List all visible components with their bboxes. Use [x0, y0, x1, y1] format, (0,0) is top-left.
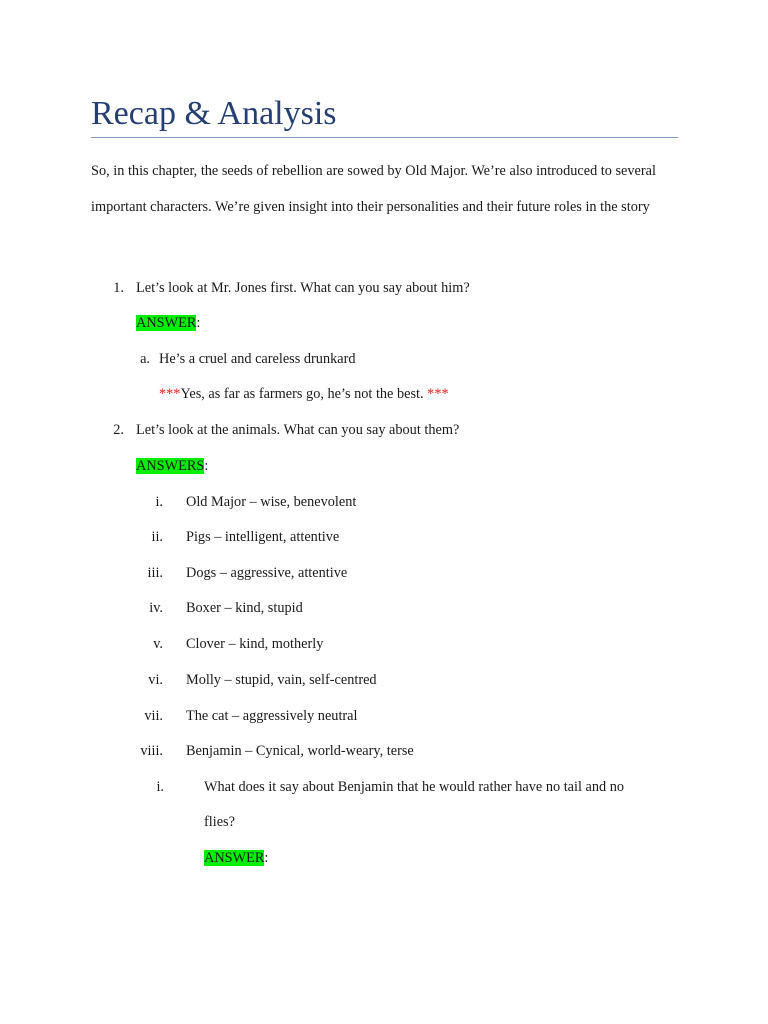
list-item-marker: v. — [153, 636, 163, 652]
list-item-text: Clover – kind, motherly — [186, 636, 324, 652]
sub-question-answer-label: ANSWER — [204, 850, 265, 866]
note-text: Yes, as far as farmers go, he’s not the best. — [180, 386, 428, 402]
list-item-text: Old Major – wise, benevolent — [186, 494, 357, 510]
q2-number: 2. — [113, 422, 124, 438]
list-item-text: Benjamin – Cynical, world-weary, terse — [186, 743, 414, 759]
q2-text: Let’s look at the animals. What can you say about them? — [136, 422, 460, 438]
q1-answer-colon: : — [196, 315, 201, 331]
sub-question-line2: flies? — [204, 814, 235, 830]
list-item-text: Molly – stupid, vain, self-centred — [186, 672, 377, 688]
q1-answer-label: ANSWER — [136, 315, 197, 331]
title-underline — [91, 137, 678, 138]
q1-text: Let’s look at Mr. Jones first. What can you say about him? — [136, 280, 470, 296]
q2-answer-colon: : — [204, 458, 209, 474]
note-stars-close: *** — [427, 386, 449, 402]
q2-answer-label: ANSWERS — [136, 458, 205, 474]
list-item-text: The cat – aggressively neutral — [186, 708, 358, 724]
q2-answer-line — [136, 456, 208, 476]
list-item-marker: vii. — [144, 708, 163, 724]
note-stars-open: *** — [159, 386, 181, 402]
list-item-marker: vi. — [148, 672, 163, 688]
q1-sub-text: He’s a cruel and careless drunkard — [159, 351, 356, 367]
sub-question-answer-line — [204, 848, 268, 868]
list-item-text: Boxer – kind, stupid — [186, 600, 303, 616]
q1-note — [159, 384, 449, 404]
list-item-text: Pigs – intelligent, attentive — [186, 529, 340, 545]
page-title: Recap & Analysis — [91, 95, 337, 132]
q1-number: 1. — [113, 280, 124, 296]
q1-answer-line — [136, 313, 200, 333]
list-item-marker: viii. — [140, 743, 163, 759]
sub-question-marker: i. — [156, 779, 164, 795]
list-item-marker: iii. — [147, 565, 163, 581]
list-item-marker: iv. — [149, 600, 163, 616]
list-item-marker: i. — [155, 494, 163, 510]
sub-question-line1: What does it say about Benjamin that he would rather have no tail and no — [204, 779, 625, 795]
sub-question-answer-colon: : — [264, 850, 269, 866]
q1-sub-marker: a. — [140, 351, 150, 367]
list-item-text: Dogs – aggressive, attentive — [186, 565, 348, 581]
intro-paragraph: So, in this chapter, the seeds of rebellion are sowed by Old Major. We’re also introduced to several important characters. We’re given insight into their personalities and their future roles in the story — [91, 163, 656, 215]
list-item-marker: ii. — [151, 529, 163, 545]
